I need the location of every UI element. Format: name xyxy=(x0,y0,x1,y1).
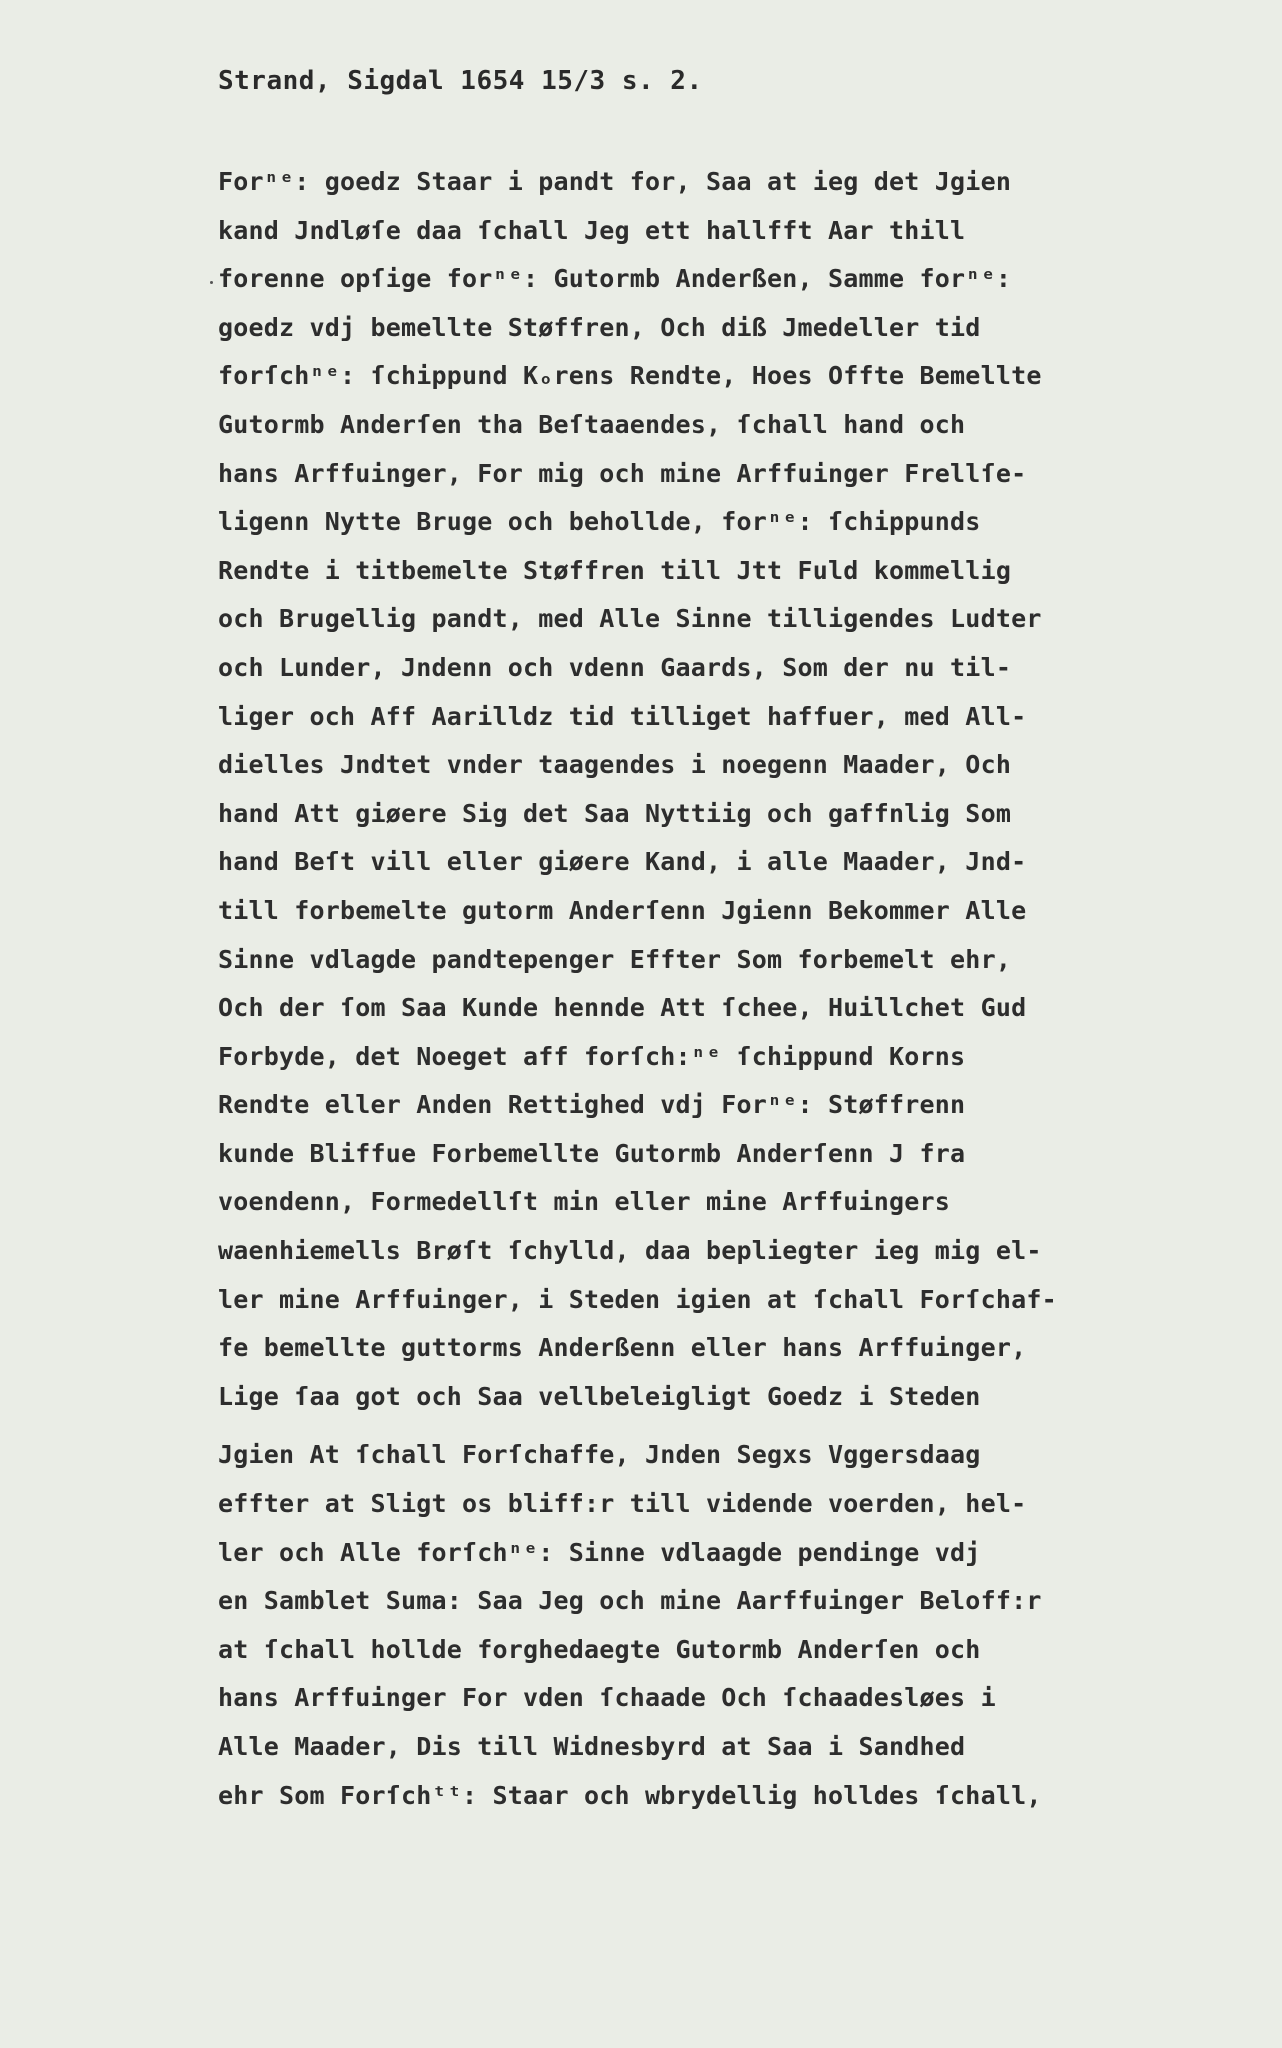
text-line: en Samblet Suma: Saa Jeg och mine Aarffuinger Beloff:r xyxy=(218,1586,1042,1616)
text-line: Gutormb Anderſen tha Beſtaaendes, ſchall hand och xyxy=(218,409,966,439)
text-line: fe bemellte guttorms Anderßenn eller hans Arffuinger, xyxy=(218,1333,1027,1363)
text-line: Jgien At ſchall Forſchaffe, Jnden Segxs Vggersdaag xyxy=(218,1440,981,1470)
text-line: Lige ſaa got och Saa vellbeleigligt Goedz i Steden xyxy=(218,1381,981,1411)
text-line: hand Beſt vill eller giøere Kand, i alle Maader, Jnd- xyxy=(218,847,1027,877)
text-line: hand Att giøere Sig det Saa Nyttiig och gaffnlig Som xyxy=(218,798,1012,828)
text-line: ler och Alle forſchⁿᵉ: Sinne vdlaagde pendinge vdj xyxy=(218,1537,981,1567)
text-line: Forbyde, det Noeget aff forſch:ⁿᵉ ſchippund Korns xyxy=(218,1041,966,1071)
text-line: Rendte eller Anden Rettighed vdj Forⁿᵉ: Støffrenn xyxy=(218,1090,966,1120)
text-line: ler mine Arffuinger, i Steden igien at ſchall Forſchaf- xyxy=(218,1284,1057,1314)
text-line: waenhiemells Brøſt ſchylld, daa bepliegter ieg mig el- xyxy=(218,1236,1042,1266)
text-line: och Lunder, Jndenn och vdenn Gaards, Som der nu til- xyxy=(218,652,1012,682)
text-line: liger och Aff Aarilldz tid tilliget haffuer, med All- xyxy=(218,701,1027,731)
text-line: hans Arffuinger For vden ſchaade Och ſchaadesløes i xyxy=(218,1683,996,1713)
text-line: goedz vdj bemellte Støffren, Och diß Jmedeller tid xyxy=(218,312,981,342)
transcription-body xyxy=(218,158,1228,1820)
text-line: dielles Jndtet vnder taagendes i noegenn Maader, Och xyxy=(218,750,1012,780)
text-line: kunde Bliffue Forbemellte Gutormb Anderſenn J fra xyxy=(218,1138,966,1168)
text-line: at ſchall hollde forghedaegte Gutormb Anderſen och xyxy=(218,1634,981,1664)
text-line: forſchⁿᵉ: ſchippund Kₒrens Rendte, Hoes Offte Bemellte xyxy=(218,361,1042,391)
text-line: Rendte i titbemelte Støffren till Jtt Fuld kommellig xyxy=(218,555,1012,585)
text-line: ehr Som Forſchᵗᵗ: Staar och wbrydellig holldes ſchall, xyxy=(218,1780,1042,1810)
text-line: och Brugellig pandt, med Alle Sinne tilligendes Ludter xyxy=(218,604,1042,634)
page-header: Strand, Sigdal 1654 15/3 s. 2. xyxy=(218,66,703,96)
text-line: ligenn Nytte Bruge och behollde, forⁿᵉ: ſchippunds xyxy=(218,507,981,537)
text-line: Och der ſom Saa Kunde hennde Att ſchee, Huillchet Gud xyxy=(218,993,1027,1023)
text-line: hans Arffuinger, For mig och mine Arffuinger Frellſe- xyxy=(218,458,1027,488)
text-line: forenne opſige forⁿᵉ: Gutormb Anderßen, Samme forⁿᵉ: xyxy=(218,255,1228,304)
text-line: till forbemelte gutorm Anderſenn Jgienn Bekommer Alle xyxy=(218,895,1027,925)
text-line: voendenn, Formedellſt min eller mine Arffuingers xyxy=(218,1187,951,1217)
text-line: Alle Maader, Dis till Widnesbyrd at Saa i Sandhed xyxy=(218,1732,966,1761)
text-line: kand Jndløſe daa ſchall Jeg ett hallfft Aar thill xyxy=(218,215,966,245)
text-line: Sinne vdlagde pandtepenger Effter Som forbemelt ehr, xyxy=(218,944,1012,974)
text-line: Forⁿᵉ: goedz Staar i pandt for, Saa at ieg det Jgien xyxy=(218,167,1012,196)
text-line: effter at Sligt os bliff:r till vidende voerden, hel- xyxy=(218,1489,1027,1519)
